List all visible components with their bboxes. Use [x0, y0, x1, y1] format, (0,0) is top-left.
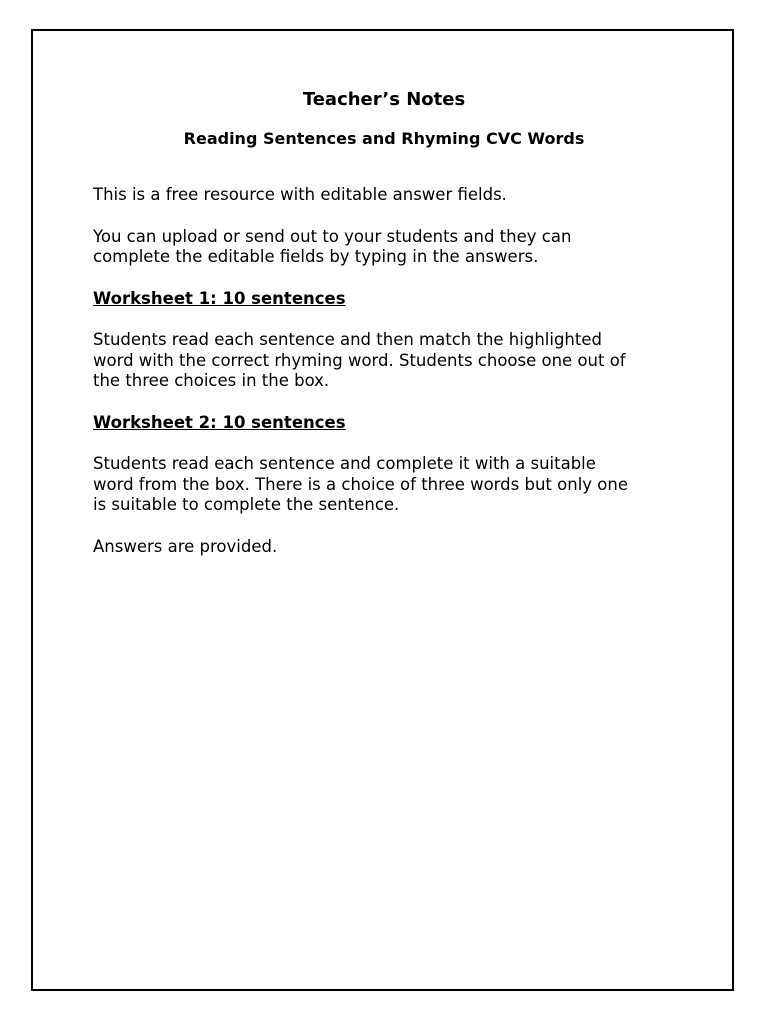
worksheet-1-line: Students read each sentence and then match the highlighted: [93, 330, 602, 349]
answers-note: Answers are provided.: [93, 536, 278, 556]
worksheet-2-line: is suitable to complete the sentence.: [93, 495, 400, 514]
worksheet-2-line: Students read each sentence and complete it with a suitable: [93, 454, 596, 473]
upload-paragraph: [93, 227, 693, 268]
worksheet-1-heading: Worksheet 1: 10 sentences: [93, 288, 346, 308]
worksheet-2-line: word from the box. There is a choice of three words but only one: [93, 474, 628, 494]
document-body: [93, 185, 693, 557]
worksheet-1-description: [93, 330, 693, 392]
document-subtitle: Reading Sentences and Rhyming CVC Words: [183, 129, 585, 148]
worksheet-2-heading: Worksheet 2: 10 sentences: [93, 412, 346, 432]
upload-line: You can upload or send out to your students and they can: [93, 226, 572, 246]
worksheet-1-line: word with the correct rhyming word. Students choose one out of: [93, 350, 626, 370]
intro-paragraph: This is a free resource with editable answer fields.: [93, 185, 507, 204]
upload-line: complete the editable fields by typing in the answers.: [93, 247, 539, 266]
worksheet-2-description: [93, 454, 693, 516]
worksheet-1-line: the three choices in the box.: [93, 371, 330, 390]
document-title: Teacher’s Notes: [302, 89, 466, 110]
